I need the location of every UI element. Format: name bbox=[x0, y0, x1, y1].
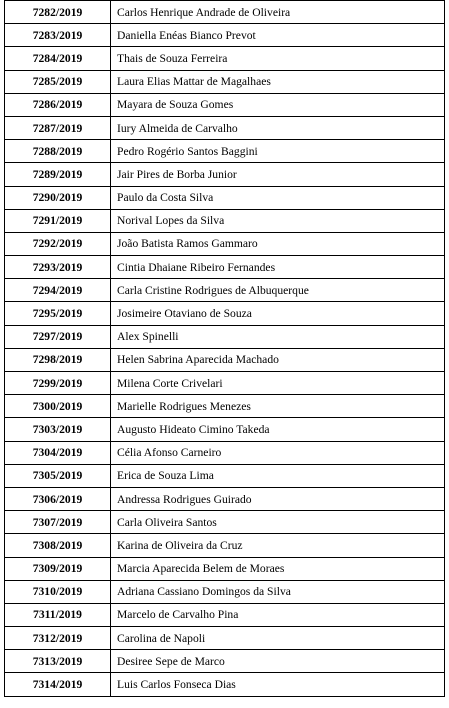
person-name: Carla Oliveira Santos bbox=[111, 511, 445, 534]
table-row bbox=[5, 511, 445, 534]
registration-number: 7282/2019 bbox=[5, 1, 111, 24]
table-row bbox=[5, 464, 445, 487]
registration-number: 7311/2019 bbox=[5, 603, 111, 626]
registration-number: 7284/2019 bbox=[5, 47, 111, 70]
person-name: Helen Sabrina Aparecida Machado bbox=[111, 348, 445, 371]
person-name: Carla Cristine Rodrigues de Albuquerque bbox=[111, 279, 445, 302]
registration-number: 7303/2019 bbox=[5, 418, 111, 441]
table-row bbox=[5, 186, 445, 209]
registration-number: 7307/2019 bbox=[5, 511, 111, 534]
table-row bbox=[5, 325, 445, 348]
registration-number: 7290/2019 bbox=[5, 186, 111, 209]
registration-number: 7308/2019 bbox=[5, 534, 111, 557]
person-name: João Batista Ramos Gammaro bbox=[111, 232, 445, 255]
registration-number: 7312/2019 bbox=[5, 627, 111, 650]
table-row bbox=[5, 441, 445, 464]
registration-number: 7288/2019 bbox=[5, 140, 111, 163]
registration-number: 7283/2019 bbox=[5, 24, 111, 47]
table-row bbox=[5, 1, 445, 24]
person-name: Carolina de Napoli bbox=[111, 627, 445, 650]
person-name: Célia Afonso Carneiro bbox=[111, 441, 445, 464]
person-name: Daniella Enéas Bianco Prevot bbox=[111, 24, 445, 47]
registration-number: 7306/2019 bbox=[5, 487, 111, 510]
registration-number: 7314/2019 bbox=[5, 673, 111, 696]
person-name: Carlos Henrique Andrade de Oliveira bbox=[111, 1, 445, 24]
table-row bbox=[5, 372, 445, 395]
person-name: Jair Pires de Borba Junior bbox=[111, 163, 445, 186]
table-row bbox=[5, 256, 445, 279]
person-name: Paulo da Costa Silva bbox=[111, 186, 445, 209]
person-name: Josimeire Otaviano de Souza bbox=[111, 302, 445, 325]
person-name: Karina de Oliveira da Cruz bbox=[111, 534, 445, 557]
person-name: Cintia Dhaiane Ribeiro Fernandes bbox=[111, 256, 445, 279]
person-name: Luis Carlos Fonseca Dias bbox=[111, 673, 445, 696]
table-row bbox=[5, 673, 445, 696]
registration-number: 7293/2019 bbox=[5, 256, 111, 279]
person-name: Marcelo de Carvalho Pina bbox=[111, 603, 445, 626]
table-row bbox=[5, 93, 445, 116]
person-name: Milena Corte Crivelari bbox=[111, 372, 445, 395]
registry-table bbox=[4, 0, 445, 697]
table-row bbox=[5, 232, 445, 255]
table-row bbox=[5, 627, 445, 650]
table-row bbox=[5, 487, 445, 510]
registration-number: 7304/2019 bbox=[5, 441, 111, 464]
registration-number: 7309/2019 bbox=[5, 557, 111, 580]
person-name: Marcia Aparecida Belem de Moraes bbox=[111, 557, 445, 580]
registration-number: 7300/2019 bbox=[5, 395, 111, 418]
registration-number: 7298/2019 bbox=[5, 348, 111, 371]
person-name: Iury Almeida de Carvalho bbox=[111, 116, 445, 139]
registration-number: 7289/2019 bbox=[5, 163, 111, 186]
registration-number: 7285/2019 bbox=[5, 70, 111, 93]
registry-table-body bbox=[5, 1, 445, 697]
table-row bbox=[5, 302, 445, 325]
table-row bbox=[5, 47, 445, 70]
person-name: Andressa Rodrigues Guirado bbox=[111, 487, 445, 510]
registration-number: 7291/2019 bbox=[5, 209, 111, 232]
person-name: Alex Spinelli bbox=[111, 325, 445, 348]
registration-number: 7310/2019 bbox=[5, 580, 111, 603]
table-row bbox=[5, 650, 445, 673]
table-row bbox=[5, 418, 445, 441]
table-row bbox=[5, 70, 445, 93]
person-name: Laura Elias Mattar de Magalhaes bbox=[111, 70, 445, 93]
table-row bbox=[5, 163, 445, 186]
table-row bbox=[5, 395, 445, 418]
table-row bbox=[5, 557, 445, 580]
person-name: Adriana Cassiano Domingos da Silva bbox=[111, 580, 445, 603]
person-name: Erica de Souza Lima bbox=[111, 464, 445, 487]
table-row bbox=[5, 580, 445, 603]
person-name: Marielle Rodrigues Menezes bbox=[111, 395, 445, 418]
registration-number: 7287/2019 bbox=[5, 116, 111, 139]
table-row bbox=[5, 603, 445, 626]
person-name: Thais de Souza Ferreira bbox=[111, 47, 445, 70]
registration-number: 7313/2019 bbox=[5, 650, 111, 673]
registration-number: 7299/2019 bbox=[5, 372, 111, 395]
table-row bbox=[5, 140, 445, 163]
person-name: Desiree Sepe de Marco bbox=[111, 650, 445, 673]
person-name: Norival Lopes da Silva bbox=[111, 209, 445, 232]
person-name: Augusto Hideato Cimino Takeda bbox=[111, 418, 445, 441]
table-row bbox=[5, 534, 445, 557]
registration-number: 7305/2019 bbox=[5, 464, 111, 487]
table-row bbox=[5, 348, 445, 371]
registration-number: 7292/2019 bbox=[5, 232, 111, 255]
registration-number: 7297/2019 bbox=[5, 325, 111, 348]
registration-number: 7294/2019 bbox=[5, 279, 111, 302]
table-row bbox=[5, 24, 445, 47]
table-row bbox=[5, 209, 445, 232]
table-row bbox=[5, 116, 445, 139]
person-name: Pedro Rogério Santos Baggini bbox=[111, 140, 445, 163]
person-name: Mayara de Souza Gomes bbox=[111, 93, 445, 116]
registration-number: 7286/2019 bbox=[5, 93, 111, 116]
registration-number: 7295/2019 bbox=[5, 302, 111, 325]
table-row bbox=[5, 279, 445, 302]
